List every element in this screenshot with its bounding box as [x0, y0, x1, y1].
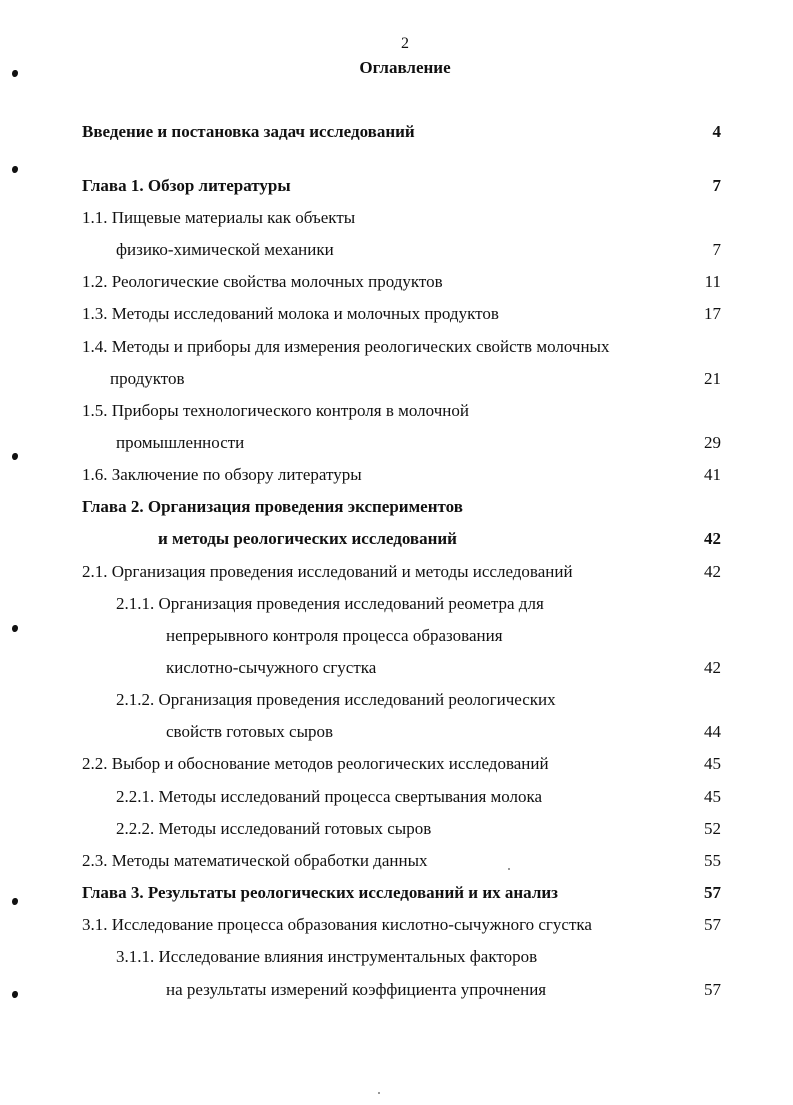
- toc-entry-2-2: [0, 752, 793, 776]
- toc-entry-2-1-1-cont: [0, 656, 793, 680]
- toc-entry-text: 1.3. Методы исследований молока и молочных продуктов: [82, 304, 499, 323]
- toc-entry-text: на результаты измерений коэффициента упрочнения: [166, 980, 547, 999]
- toc-entry-page: 42: [704, 529, 721, 548]
- toc-entry-chapter-2: [0, 495, 793, 519]
- toc-entry-text: 2.1.2. Организация проведения исследований реологических: [116, 690, 556, 709]
- toc-entry-2-3: [0, 849, 793, 873]
- toc-entry-text: 1.2. Реологические свойства молочных продуктов: [82, 272, 443, 291]
- toc-entry-page: 44: [704, 722, 721, 741]
- page-title: Оглавление: [359, 58, 451, 77]
- toc-entry-1-6: [0, 463, 793, 487]
- toc-entry-1-1: [0, 206, 793, 230]
- toc-entry-text: 3.1. Исследование процесса образования кислотно-сычужного сгустка: [82, 915, 592, 934]
- toc-entry-2-1-1-cont: [0, 624, 793, 648]
- toc-entry-text: 1.6. Заключение по обзору литературы: [82, 465, 362, 484]
- toc-entry-text: 1.4. Методы и приборы для измерения реологических свойств молочных: [82, 337, 610, 356]
- toc-entry-page: 7: [712, 176, 721, 195]
- toc-entry-page: 21: [704, 369, 721, 388]
- toc-entry-2-1-2: [0, 688, 793, 712]
- toc-entry-1-4-cont: [0, 367, 793, 391]
- toc-entry-text: 2.2. Выбор и обоснование методов реологических исследований: [82, 754, 549, 773]
- toc-entry-text: продуктов: [110, 369, 185, 388]
- toc-entry-1-3: [0, 302, 793, 326]
- toc-entry-text: 2.2.2. Методы исследований готовых сыров: [116, 819, 432, 838]
- toc-entry-text: Глава 1. Обзор литературы: [82, 176, 291, 195]
- toc-entry-text: 2.1.1. Организация проведения исследований реометра для: [116, 594, 544, 613]
- toc-entry-text: Глава 3. Результаты реологических исследований и их анализ: [82, 883, 558, 902]
- toc-entry-2-1: [0, 560, 793, 584]
- toc-entry-chapter-2-cont: [0, 527, 793, 551]
- toc-entry-page: 57: [704, 915, 721, 934]
- toc-entry-2-1-2-cont: [0, 720, 793, 744]
- toc-entry-1-4: [0, 335, 793, 359]
- toc-entry-chapter-1: [0, 174, 793, 198]
- toc-entry-1-1-cont: [0, 238, 793, 262]
- toc-entry-text: 2.3. Методы математической обработки данных: [82, 851, 428, 870]
- toc-entry-text: Глава 2. Организация проведения экспериментов: [82, 497, 463, 516]
- toc-entry-introduction: [0, 120, 793, 144]
- toc-entry-3-1-1-cont: [0, 978, 793, 1002]
- toc-entry-page: 55: [704, 851, 721, 870]
- toc-entry-text: свойств готовых сыров: [166, 722, 334, 741]
- toc-entry-text: 2.2.1. Методы исследований процесса свертывания молока: [116, 787, 543, 806]
- toc-entry-2-1-1: [0, 592, 793, 616]
- toc-entry-page: 4: [712, 122, 721, 141]
- toc-entry-text: физико-химической механики: [116, 240, 334, 259]
- toc-entry-3-1-1: [0, 945, 793, 969]
- toc-entry-text: 3.1.1. Исследование влияния инструментальных факторов: [116, 947, 538, 966]
- toc-entry-page: 45: [704, 754, 721, 773]
- toc-entry-page: 57: [704, 883, 721, 902]
- toc-entry-page: 52: [704, 819, 721, 838]
- scan-speck: [378, 1092, 380, 1094]
- toc-entry-page: 45: [704, 787, 721, 806]
- toc-entry-text: и методы реологических исследований: [158, 529, 457, 548]
- toc-entry-page: 42: [704, 658, 721, 677]
- toc-entry-1-5: [0, 399, 793, 423]
- toc-entry-page: 7: [712, 240, 721, 259]
- toc-entry-2-2-2: [0, 817, 793, 841]
- toc-entry-2-2-1: [0, 785, 793, 809]
- page-number: 2: [401, 35, 409, 52]
- toc-entry-page: 57: [704, 980, 721, 999]
- toc-entry-text: 1.1. Пищевые материалы как объекты: [82, 208, 356, 227]
- toc-entry-text: 1.5. Приборы технологического контроля в молочной: [82, 401, 469, 420]
- toc-entry-chapter-3: [0, 881, 793, 905]
- toc-entry-page: 42: [704, 562, 721, 581]
- toc-entry-1-5-cont: [0, 431, 793, 455]
- toc-entry-text: 2.1. Организация проведения исследований и методы исследований: [82, 562, 573, 581]
- toc-entry-page: 29: [704, 433, 721, 452]
- toc-entry-page: 17: [704, 304, 721, 323]
- toc-entry-text: промышленности: [116, 433, 245, 452]
- toc-entry-text: кислотно-сычужного сгустка: [166, 658, 377, 677]
- scan-mark: [12, 166, 18, 173]
- toc-entry-text: Введение и постановка задач исследований: [82, 122, 415, 141]
- toc-entry-text: непрерывного контроля процесса образования: [166, 626, 503, 645]
- toc-entry-page: 11: [704, 272, 721, 291]
- toc-entry-3-1: [0, 913, 793, 937]
- toc-entry-1-2: [0, 270, 793, 294]
- toc-entry-page: 41: [704, 465, 721, 484]
